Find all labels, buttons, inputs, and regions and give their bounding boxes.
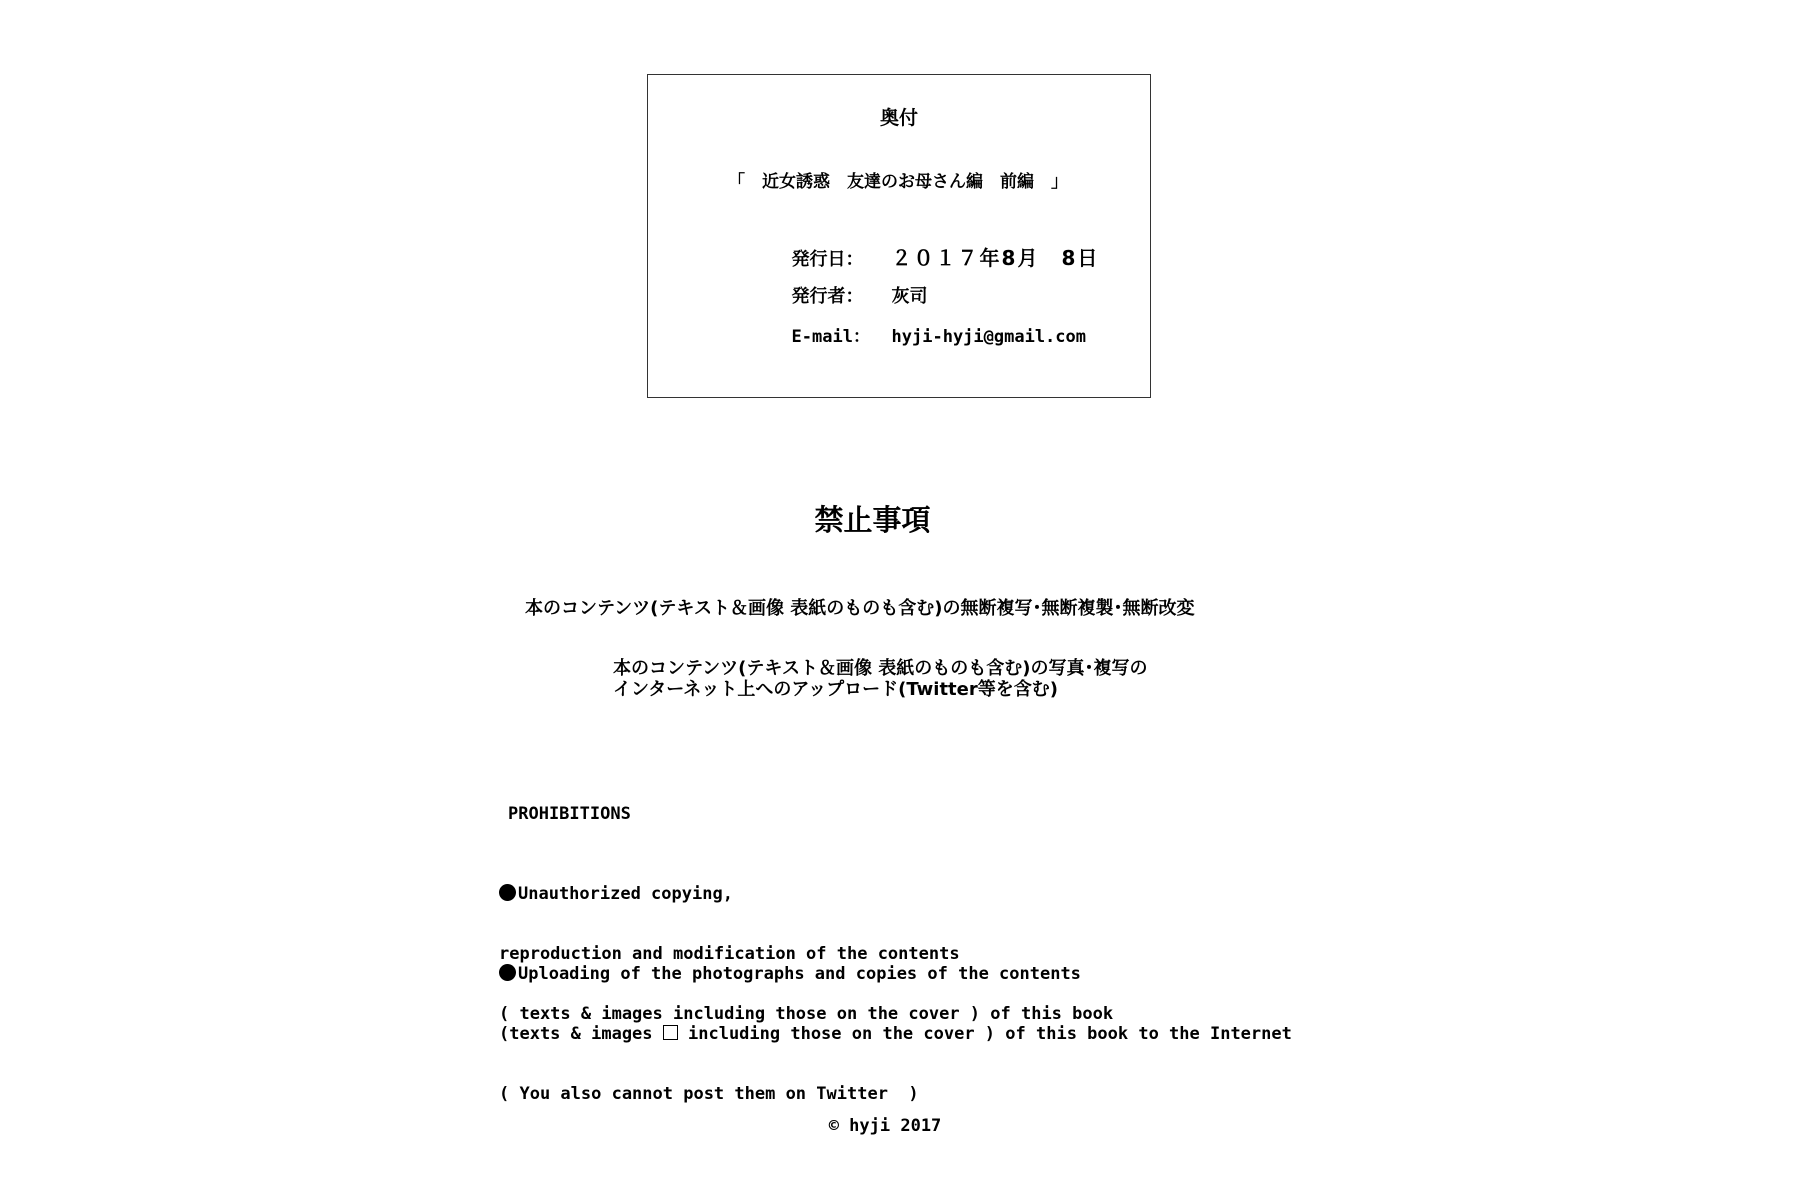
prohibition-item-en-1-line-1: Unauthorized copying,	[518, 884, 733, 904]
copyright-footer: © hyji 2017	[828, 1116, 942, 1136]
colophon-heading: 奥付	[879, 107, 918, 129]
prohibitions-heading-en: PROHIBITIONS	[508, 804, 631, 824]
publisher-value: 灰司	[891, 286, 928, 307]
prohibition-item-en-2-line-2b: including those on the cover ) of this book to the Internet	[677, 1024, 1292, 1044]
square-glyph-icon	[663, 1025, 678, 1040]
prohibition-item-en-1-line-3: ( texts & images including those on the cover ) of this book	[499, 1004, 1114, 1024]
prohibition-item-en-1-line-2: reproduction and modification of the contents	[499, 944, 960, 964]
prohibition-item-en-2	[499, 924, 1292, 1124]
prohibition-item-en-2-line-3: ( You also cannot post them on Twitter )	[499, 1084, 919, 1104]
publish-date-label: 発行日：	[791, 249, 864, 270]
publisher-label: 発行者：	[791, 286, 864, 307]
prohibitions-heading-jp: 禁止事項	[814, 503, 931, 537]
email-row	[753, 303, 1086, 366]
publish-date-value: ２０１７年8月 8日	[891, 246, 1100, 270]
book-title: 「 近女誘惑 友達のお母さん編 前編 」	[728, 172, 1068, 192]
prohibition-item-jp-2	[613, 658, 1147, 700]
prohibition-item-jp-2-line-2: インターネット上へのアップロード(Twitter等を含む)	[613, 679, 1058, 700]
prohibition-item-en-2-line-2a: (texts & images	[499, 1024, 663, 1044]
bullet-icon	[499, 884, 516, 901]
prohibition-item-en-2-line-1: Uploading of the photographs and copies of the contents	[518, 964, 1081, 984]
prohibition-item-jp-2-line-1: 本のコンテンツ(テキスト＆画像 表紙のものも含む)の写真･複写の	[613, 658, 1148, 679]
colophon-box	[647, 74, 1151, 398]
email-label: E-mail：	[791, 327, 870, 347]
prohibition-item-jp-1: 本のコンテンツ(テキスト＆画像 表紙のものも含む)の無断複写･無断複製･無断改変	[525, 598, 1195, 619]
email-value: hyji-hyji@gmail.com	[891, 327, 1086, 347]
bullet-icon	[499, 964, 516, 981]
